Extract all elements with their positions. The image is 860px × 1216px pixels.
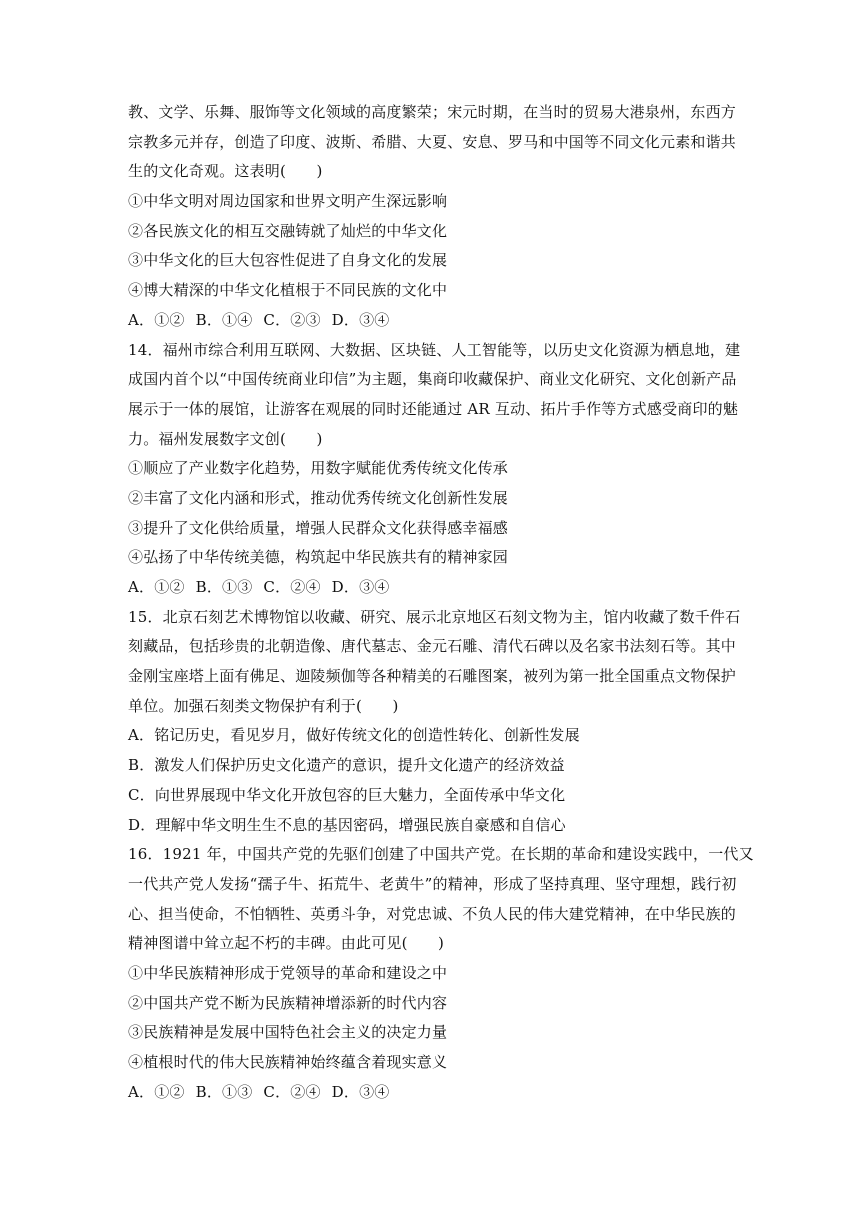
option-a: A．①② [128, 310, 185, 329]
option-c: C．②④ [263, 578, 321, 596]
question-stem-line: 刻藏品，包括珍贵的北朝造像、唐代墓志、金元石雕、清代石碑以及名家书法刻石等。其中 [128, 637, 737, 656]
option-b: B．①④ [195, 310, 253, 329]
document-page [128, 98, 754, 1107]
question-14 [128, 336, 741, 603]
question-stem-line: 精神图谱中耸立起不朽的丰碑。由此可见( ) [128, 934, 445, 953]
choice-a: A．铭记历史，看见岁月，做好传统文化的创造性转化、创新性发展 [128, 726, 580, 745]
choice-d: D．理解中华文明生生不息的基因密码，增强民族自豪感和自信心 [128, 815, 566, 834]
question-stem-line: 一代共产党人发扬“孺子牛、拓荒牛、老黄牛”的精神，形成了坚持真理、坚守理想，践行初 [128, 874, 737, 893]
statement-1: ①顺应了产业数字化趋势，用数字赋能优秀传统文化传承 [128, 459, 509, 478]
choice-c: C．向世界展现中华文化开放包容的巨大魅力，全面传承中华文化 [128, 785, 566, 804]
question-stem-line: 宗教多元并存，创造了印度、波斯、希腊、大夏、安息、罗马和中国等不同文化元素和谐共 [128, 132, 737, 151]
statement-4: ④弘扬了中华传统美德，构筑起中华民族共有的精神家园 [128, 548, 509, 567]
option-c: C．②④ [263, 1082, 321, 1101]
question-stem-line: 成国内首个以“中国传统商业印信”为主题，集商印收藏保护、商业文化研究、文化创新产品 [128, 370, 737, 389]
question-stem-line: 展示于一体的展馆，让游客在观展的同时还能通过 AR 互动、拓片手作等方式感受商印的魅 [128, 399, 739, 418]
answer-options [128, 573, 736, 603]
question-15 [128, 603, 741, 841]
option-d: D．③④ [331, 310, 390, 329]
question-stem-line: 15．北京石刻艺术博物馆以收藏、研究、展示北京地区石刻文物为主，馆内收藏了数千件石 [128, 607, 741, 626]
statement-4: ④博大精深的中华文化植根于不同民族的文化中 [128, 281, 448, 300]
question-stem-line: 生的文化奇观。这表明( ) [128, 162, 323, 181]
statement-1: ①中华文明对周边国家和世界文明产生深远影响 [128, 192, 448, 211]
statement-2: ②丰富了文化内涵和形式，推动优秀传统文化创新性发展 [128, 488, 509, 507]
answer-options [128, 1078, 736, 1108]
statement-1: ①中华民族精神形成于党领导的革命和建设之中 [128, 963, 448, 982]
option-d: D．③④ [331, 578, 390, 596]
option-b: B．①③ [195, 578, 253, 596]
question-stem-line: 教、文学、乐舞、服饰等文化领域的高度繁荣；宋元时期，在当时的贸易大港泉州，东西方 [128, 103, 737, 121]
question-13 [128, 98, 736, 336]
answer-options [128, 306, 736, 336]
question-stem-line: 单位。加强石刻类文物保护有利于( ) [128, 696, 399, 715]
choice-b: B．激发人们保护历史文化遗产的意识，提升文化遗产的经济效益 [128, 756, 565, 775]
option-c: C．②③ [263, 310, 321, 329]
option-b: B．①③ [195, 1082, 253, 1101]
statement-3: ③中华文化的巨大包容性促进了自身文化的发展 [128, 251, 448, 270]
statement-3: ③提升了文化供给质量，增强人民群众文化获得感幸福感 [128, 518, 509, 537]
statement-3: ③民族精神是发展中国特色社会主义的决定力量 [128, 1023, 448, 1042]
question-stem-line: 16．1921 年，中国共产党的先驱们创建了中国共产党。在长期的革命和建设实践中，一代又 [128, 845, 754, 864]
statement-4: ④植根时代的伟大民族精神始终蕴含着现实意义 [128, 1053, 448, 1071]
question-stem-line: 心、担当使命，不怕牺牲、英勇斗争，对党忠诚、不负人民的伟大建党精神，在中华民族的 [128, 904, 737, 923]
question-stem-line: 金刚宝座塔上面有佛足、迦陵频伽等各种精美的石雕图案，被列为第一批全国重点文物保护 [128, 667, 737, 686]
question-stem-line: 14．福州市综合利用互联网、大数据、区块链、人工智能等，以历史文化资源为栖息地，建 [128, 340, 741, 359]
statement-2: ②中国共产党不断为民族精神增添新的时代内容 [128, 993, 448, 1012]
statement-2: ②各民族文化的相互交融铸就了灿烂的中华文化 [128, 221, 448, 240]
question-16 [128, 840, 754, 1107]
question-stem-line: 力。福州发展数字文创( ) [128, 429, 323, 448]
option-d: D．③④ [331, 1082, 390, 1101]
option-a: A．①② [128, 578, 185, 596]
option-a: A．①② [128, 1082, 185, 1101]
